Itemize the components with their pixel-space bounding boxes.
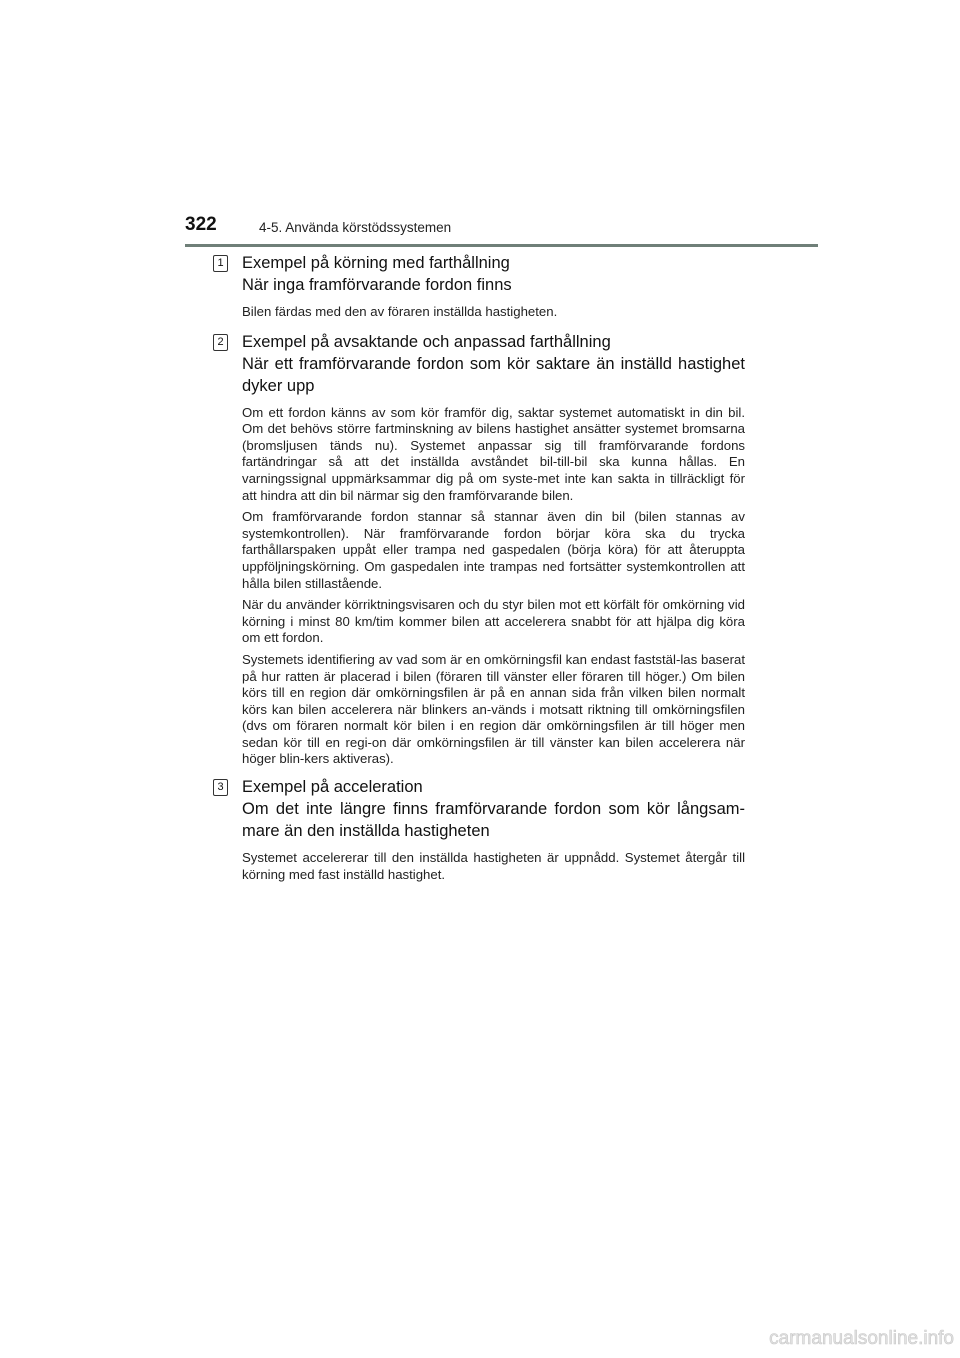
header-divider bbox=[185, 244, 818, 247]
page-header bbox=[185, 213, 818, 247]
section-subheading: När ett framförvarande fordon som kör saktare än inställd hastighet dyker upp bbox=[242, 354, 745, 395]
page-content bbox=[213, 252, 745, 883]
section-paragraph: Systemet accelererar till den inställda hastigheten är uppnådd. Systemet återgår till körning med fast inställd hastighet. bbox=[242, 850, 745, 882]
section-heading: Exempel på acceleration bbox=[242, 778, 423, 797]
section-1 bbox=[213, 252, 745, 321]
section-heading: Exempel på körning med farthållning bbox=[242, 254, 510, 272]
svg-text:carmanualsonline.info: carmanualsonline.info bbox=[769, 1328, 954, 1349]
chapter-title: 4-5. Använda körstödssystemen bbox=[259, 220, 452, 235]
section-paragraph: Om ett fordon känns av som kör framför dig, saktar systemet automatiskt in din bil. Om det behövs större fartminskning av bilens hastighet ansätter systemet bromsarna (bromsljusen tänds nu). Systemet anpassar sig till framförvarande fordons fartändringar så att det inställda avståndet bil-till-bil ska kunna hållas. En varningssignal uppmärksammar dig på om syste-met inte kan sakta in tillräckligt för att hindra att din bil närmar sig den framförvarande bilen. bbox=[242, 404, 745, 503]
section-number-badge: 1 bbox=[213, 255, 228, 272]
section-number-badge: 2 bbox=[213, 334, 228, 351]
watermark bbox=[658, 1318, 958, 1354]
section-paragraph: Systemets identifiering av vad som är en omkörningsfil kan endast faststäl-las baserat på hur ratten är placerad i bilen (föraren till vänster eller föraren till höger.) Om bilen körs till en region där omkörningsfilen är på en annan sida från vilken bilen normalt körs kan bilen accelerera när blinkers an-vänds i motsatt riktning till omkörningsfilen (dvs om föraren normalt kör bilen i en region där omkörningsfilen är till höger men sedan kör till en regi-on där omkörningsfilen är till vänster kan bilen accelerera när höger blin-kers aktiveras). bbox=[242, 651, 745, 767]
section-heading: Exempel på avsaktande och anpassad farthållning bbox=[242, 332, 611, 351]
section-paragraph: Om framförvarande fordon stannar så stannar även din bil (bilen stannas av systemkontrollen). När framförvarande fordon börjar köra ska du trycka farthållarspaken uppåt eller trampa ned gaspedalen (börja köra) för att återuppta uppföljningskörning. Om gaspedalen inte trampas ned fortsätter systemkontrollen att hålla bilen stillastående. bbox=[242, 509, 745, 591]
page-number: 322 bbox=[185, 214, 217, 235]
section-paragraph: När du använder körriktningsvisaren och du styr bilen mot ett körfält för omkörning vid körning i minst 80 km/tim kommer bilen att accelerera snabbt för att hjälpa dig köra om ett fordon. bbox=[242, 597, 745, 646]
section-2 bbox=[213, 331, 745, 768]
section-subheading: När inga framförvarande fordon finns bbox=[242, 276, 512, 294]
section-3 bbox=[213, 776, 745, 883]
section-subheading: Om det inte längre finns framförvarande fordon som kör långsam-mare än den inställda hastigheten bbox=[242, 800, 745, 841]
section-paragraph: Bilen färdas med den av föraren inställda hastigheten. bbox=[242, 304, 558, 319]
section-number-badge: 3 bbox=[213, 779, 228, 796]
